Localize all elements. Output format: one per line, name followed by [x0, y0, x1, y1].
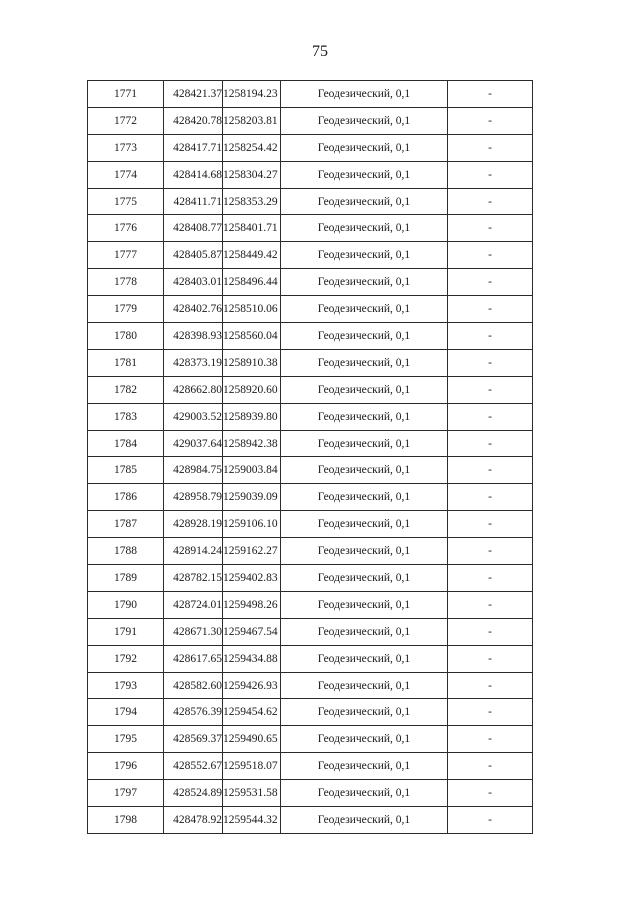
x-coordinate-cell: 429037.64 [164, 430, 223, 457]
point-number-cell: 1797 [88, 780, 164, 807]
method-accuracy-cell: Геодезический, 0,1 [281, 376, 448, 403]
x-coordinate-cell: 428373.19 [164, 349, 223, 376]
note-cell: - [448, 484, 533, 511]
x-coordinate-cell: 428478.92 [164, 807, 223, 834]
table-row [88, 134, 533, 161]
table-row [88, 726, 533, 753]
point-number-cell: 1773 [88, 134, 164, 161]
method-accuracy-cell: Геодезический, 0,1 [281, 618, 448, 645]
y-coordinate-cell: 1258560.04 [223, 323, 281, 350]
y-coordinate-cell: 1258920.60 [223, 376, 281, 403]
x-coordinate-cell: 428914.24 [164, 538, 223, 565]
note-cell: - [448, 188, 533, 215]
note-cell: - [448, 242, 533, 269]
table-row [88, 807, 533, 834]
x-coordinate-cell: 428582.60 [164, 672, 223, 699]
y-coordinate-cell: 1259498.26 [223, 591, 281, 618]
table-row [88, 242, 533, 269]
point-number-cell: 1795 [88, 726, 164, 753]
table-row [88, 511, 533, 538]
x-coordinate-cell: 428662.80 [164, 376, 223, 403]
method-accuracy-cell: Геодезический, 0,1 [281, 269, 448, 296]
method-accuracy-cell: Геодезический, 0,1 [281, 511, 448, 538]
y-coordinate-cell: 1258194.23 [223, 81, 281, 108]
method-accuracy-cell: Геодезический, 0,1 [281, 484, 448, 511]
note-cell: - [448, 81, 533, 108]
y-coordinate-cell: 1259003.84 [223, 457, 281, 484]
y-coordinate-cell: 1258939.80 [223, 403, 281, 430]
y-coordinate-cell: 1258510.06 [223, 296, 281, 323]
y-coordinate-cell: 1259106.10 [223, 511, 281, 538]
method-accuracy-cell: Геодезический, 0,1 [281, 726, 448, 753]
table-row [88, 699, 533, 726]
method-accuracy-cell: Геодезический, 0,1 [281, 161, 448, 188]
note-cell: - [448, 565, 533, 592]
method-accuracy-cell: Геодезический, 0,1 [281, 134, 448, 161]
point-number-cell: 1779 [88, 296, 164, 323]
note-cell: - [448, 323, 533, 350]
table-row [88, 349, 533, 376]
y-coordinate-cell: 1259162.27 [223, 538, 281, 565]
y-coordinate-cell: 1258254.42 [223, 134, 281, 161]
point-number-cell: 1772 [88, 107, 164, 134]
x-coordinate-cell: 428569.37 [164, 726, 223, 753]
x-coordinate-cell: 428617.65 [164, 645, 223, 672]
x-coordinate-cell: 428408.77 [164, 215, 223, 242]
table-row [88, 269, 533, 296]
point-number-cell: 1771 [88, 81, 164, 108]
table-row [88, 591, 533, 618]
y-coordinate-cell: 1258449.42 [223, 242, 281, 269]
coordinates-table [87, 80, 533, 834]
note-cell: - [448, 430, 533, 457]
method-accuracy-cell: Геодезический, 0,1 [281, 81, 448, 108]
y-coordinate-cell: 1258496.44 [223, 269, 281, 296]
table-row [88, 376, 533, 403]
point-number-cell: 1786 [88, 484, 164, 511]
x-coordinate-cell: 428411.71 [164, 188, 223, 215]
table-row [88, 323, 533, 350]
x-coordinate-cell: 428552.67 [164, 753, 223, 780]
point-number-cell: 1783 [88, 403, 164, 430]
point-number-cell: 1775 [88, 188, 164, 215]
note-cell: - [448, 807, 533, 834]
note-cell: - [448, 591, 533, 618]
table-row [88, 484, 533, 511]
method-accuracy-cell: Геодезический, 0,1 [281, 215, 448, 242]
point-number-cell: 1789 [88, 565, 164, 592]
table-row [88, 565, 533, 592]
point-number-cell: 1782 [88, 376, 164, 403]
table-row [88, 188, 533, 215]
method-accuracy-cell: Геодезический, 0,1 [281, 591, 448, 618]
y-coordinate-cell: 1259544.32 [223, 807, 281, 834]
table-row [88, 81, 533, 108]
note-cell: - [448, 780, 533, 807]
x-coordinate-cell: 428403.01 [164, 269, 223, 296]
y-coordinate-cell: 1258910.38 [223, 349, 281, 376]
method-accuracy-cell: Геодезический, 0,1 [281, 753, 448, 780]
method-accuracy-cell: Геодезический, 0,1 [281, 672, 448, 699]
y-coordinate-cell: 1259434.88 [223, 645, 281, 672]
note-cell: - [448, 753, 533, 780]
method-accuracy-cell: Геодезический, 0,1 [281, 457, 448, 484]
method-accuracy-cell: Геодезический, 0,1 [281, 242, 448, 269]
note-cell: - [448, 349, 533, 376]
point-number-cell: 1794 [88, 699, 164, 726]
y-coordinate-cell: 1259402.83 [223, 565, 281, 592]
method-accuracy-cell: Геодезический, 0,1 [281, 403, 448, 430]
x-coordinate-cell: 428958.79 [164, 484, 223, 511]
point-number-cell: 1788 [88, 538, 164, 565]
method-accuracy-cell: Геодезический, 0,1 [281, 349, 448, 376]
table-row [88, 457, 533, 484]
x-coordinate-cell: 428414.68 [164, 161, 223, 188]
y-coordinate-cell: 1258942.38 [223, 430, 281, 457]
point-number-cell: 1798 [88, 807, 164, 834]
x-coordinate-cell: 428928.19 [164, 511, 223, 538]
y-coordinate-cell: 1259490.65 [223, 726, 281, 753]
y-coordinate-cell: 1259518.07 [223, 753, 281, 780]
y-coordinate-cell: 1259467.54 [223, 618, 281, 645]
table-row [88, 645, 533, 672]
note-cell: - [448, 403, 533, 430]
point-number-cell: 1796 [88, 753, 164, 780]
method-accuracy-cell: Геодезический, 0,1 [281, 565, 448, 592]
y-coordinate-cell: 1258304.27 [223, 161, 281, 188]
x-coordinate-cell: 428782.15 [164, 565, 223, 592]
note-cell: - [448, 296, 533, 323]
note-cell: - [448, 215, 533, 242]
method-accuracy-cell: Геодезический, 0,1 [281, 538, 448, 565]
table-row [88, 672, 533, 699]
y-coordinate-cell: 1258401.71 [223, 215, 281, 242]
note-cell: - [448, 699, 533, 726]
point-number-cell: 1792 [88, 645, 164, 672]
point-number-cell: 1781 [88, 349, 164, 376]
table-row [88, 296, 533, 323]
table-row [88, 107, 533, 134]
point-number-cell: 1774 [88, 161, 164, 188]
table-row [88, 753, 533, 780]
x-coordinate-cell: 428420.78 [164, 107, 223, 134]
method-accuracy-cell: Геодезический, 0,1 [281, 430, 448, 457]
note-cell: - [448, 457, 533, 484]
point-number-cell: 1790 [88, 591, 164, 618]
x-coordinate-cell: 429003.52 [164, 403, 223, 430]
y-coordinate-cell: 1259454.62 [223, 699, 281, 726]
method-accuracy-cell: Геодезический, 0,1 [281, 296, 448, 323]
x-coordinate-cell: 428402.76 [164, 296, 223, 323]
table-row [88, 618, 533, 645]
method-accuracy-cell: Геодезический, 0,1 [281, 699, 448, 726]
note-cell: - [448, 107, 533, 134]
y-coordinate-cell: 1258203.81 [223, 107, 281, 134]
point-number-cell: 1793 [88, 672, 164, 699]
coordinates-table-body [88, 81, 533, 834]
method-accuracy-cell: Геодезический, 0,1 [281, 188, 448, 215]
table-row [88, 538, 533, 565]
table-row [88, 403, 533, 430]
page-number: 75 [312, 43, 328, 60]
y-coordinate-cell: 1259531.58 [223, 780, 281, 807]
note-cell: - [448, 538, 533, 565]
method-accuracy-cell: Геодезический, 0,1 [281, 107, 448, 134]
table-row [88, 161, 533, 188]
note-cell: - [448, 161, 533, 188]
note-cell: - [448, 645, 533, 672]
x-coordinate-cell: 428417.71 [164, 134, 223, 161]
method-accuracy-cell: Геодезический, 0,1 [281, 645, 448, 672]
table-row [88, 780, 533, 807]
point-number-cell: 1780 [88, 323, 164, 350]
x-coordinate-cell: 428524.89 [164, 780, 223, 807]
method-accuracy-cell: Геодезический, 0,1 [281, 807, 448, 834]
point-number-cell: 1776 [88, 215, 164, 242]
point-number-cell: 1791 [88, 618, 164, 645]
y-coordinate-cell: 1258353.29 [223, 188, 281, 215]
method-accuracy-cell: Геодезический, 0,1 [281, 323, 448, 350]
table-row [88, 215, 533, 242]
x-coordinate-cell: 428421.37 [164, 81, 223, 108]
note-cell: - [448, 269, 533, 296]
note-cell: - [448, 726, 533, 753]
point-number-cell: 1785 [88, 457, 164, 484]
point-number-cell: 1784 [88, 430, 164, 457]
note-cell: - [448, 672, 533, 699]
note-cell: - [448, 618, 533, 645]
note-cell: - [448, 134, 533, 161]
x-coordinate-cell: 428724.01 [164, 591, 223, 618]
point-number-cell: 1777 [88, 242, 164, 269]
point-number-cell: 1787 [88, 511, 164, 538]
y-coordinate-cell: 1259426.93 [223, 672, 281, 699]
x-coordinate-cell: 428405.87 [164, 242, 223, 269]
x-coordinate-cell: 428984.75 [164, 457, 223, 484]
note-cell: - [448, 376, 533, 403]
table-row [88, 430, 533, 457]
point-number-cell: 1778 [88, 269, 164, 296]
x-coordinate-cell: 428576.39 [164, 699, 223, 726]
x-coordinate-cell: 428398.93 [164, 323, 223, 350]
y-coordinate-cell: 1259039.09 [223, 484, 281, 511]
x-coordinate-cell: 428671.30 [164, 618, 223, 645]
method-accuracy-cell: Геодезический, 0,1 [281, 780, 448, 807]
note-cell: - [448, 511, 533, 538]
